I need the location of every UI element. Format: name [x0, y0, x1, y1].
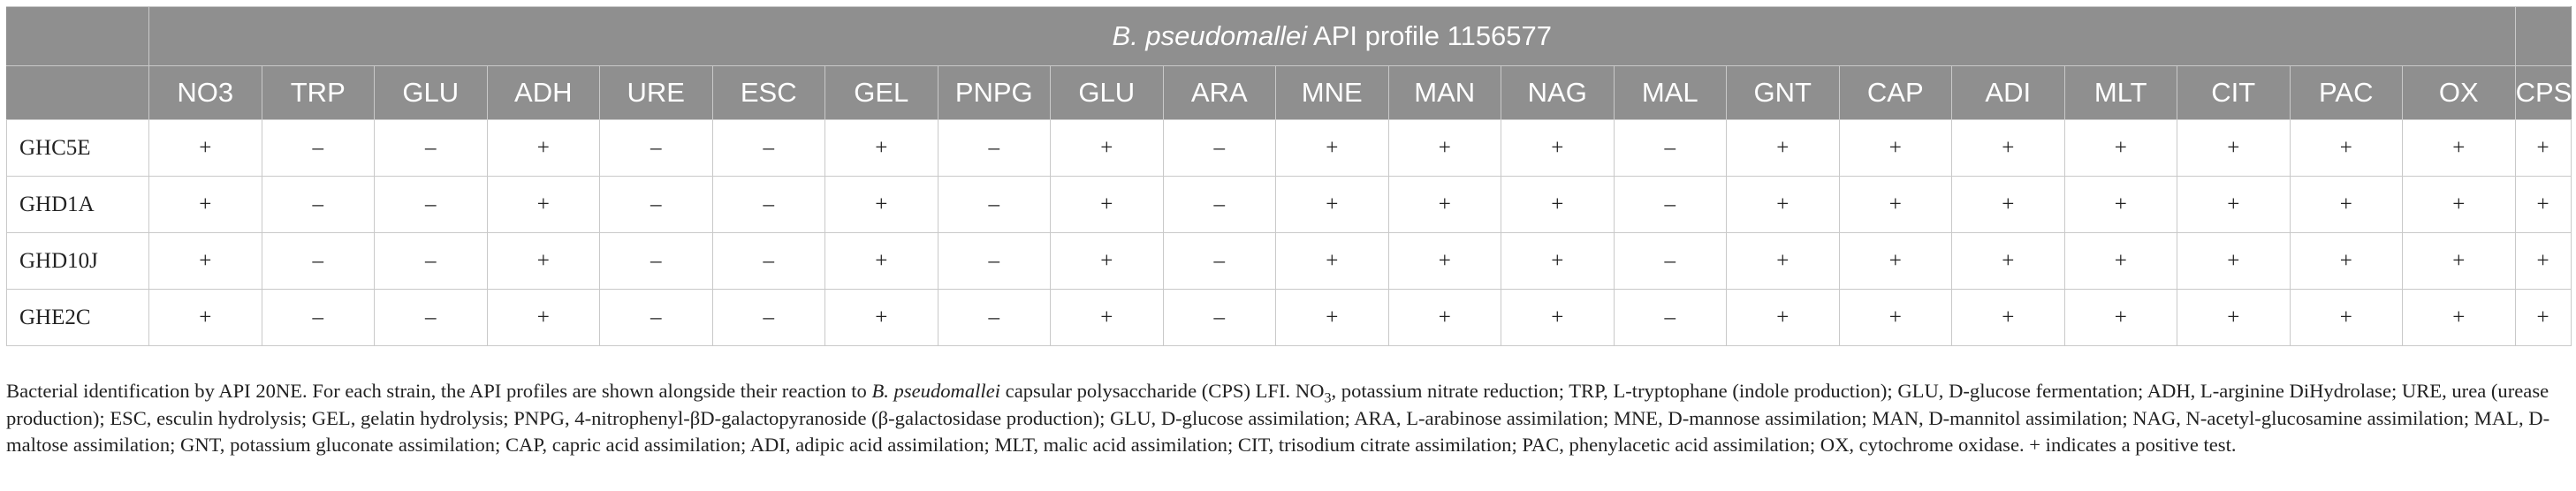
- column-header-trp-1: TRP: [262, 66, 375, 120]
- column-header-pac-19: PAC: [2290, 66, 2403, 120]
- table-title-row: [7, 7, 2572, 66]
- title-species: B. pseudomallei: [1112, 20, 1308, 51]
- column-header-adi-16: ADI: [1952, 66, 2065, 120]
- result-cell: –: [712, 177, 825, 233]
- result-cell: –: [375, 177, 488, 233]
- column-header-ara-9: ARA: [1163, 66, 1276, 120]
- result-cell: +: [1501, 233, 1615, 290]
- result-cell: +: [2177, 177, 2291, 233]
- caption-part1: Bacterial identification by API 20NE. For each strain, the API profiles are shown alongside their reaction to: [6, 380, 872, 402]
- column-header-gnt-14: GNT: [1727, 66, 1840, 120]
- result-cell: +: [1276, 233, 1389, 290]
- result-cell: +: [2403, 120, 2516, 177]
- result-cell: –: [262, 233, 375, 290]
- column-header-gel-6: GEL: [825, 66, 938, 120]
- result-cell: –: [712, 120, 825, 177]
- result-cell: –: [600, 120, 713, 177]
- result-cell: +: [2403, 233, 2516, 290]
- cps-result-cell: +: [2515, 120, 2571, 177]
- result-cell: +: [2290, 120, 2403, 177]
- result-cell: –: [712, 233, 825, 290]
- result-cell: +: [1501, 177, 1615, 233]
- result-cell: +: [149, 233, 262, 290]
- column-header-ox-20: OX: [2403, 66, 2516, 120]
- result-cell: +: [1727, 233, 1840, 290]
- result-cell: +: [1952, 177, 2065, 233]
- result-cell: +: [1839, 120, 1952, 177]
- result-cell: +: [1839, 233, 1952, 290]
- result-cell: –: [600, 233, 713, 290]
- result-cell: +: [1501, 120, 1615, 177]
- column-header-adh-3: ADH: [487, 66, 600, 120]
- result-cell: +: [825, 290, 938, 346]
- result-cell: –: [1614, 233, 1727, 290]
- result-cell: –: [262, 177, 375, 233]
- result-cell: –: [262, 120, 375, 177]
- result-cell: +: [149, 290, 262, 346]
- result-cell: +: [825, 120, 938, 177]
- result-cell: +: [1388, 177, 1501, 233]
- result-cell: +: [149, 120, 262, 177]
- result-cell: +: [825, 233, 938, 290]
- table-caption: [6, 378, 2570, 459]
- result-cell: –: [938, 120, 1051, 177]
- table-title: [149, 7, 2516, 66]
- column-header-pnpg-7: PNPG: [938, 66, 1051, 120]
- result-cell: +: [487, 177, 600, 233]
- column-header-cap-15: CAP: [1839, 66, 1952, 120]
- result-cell: –: [1614, 177, 1727, 233]
- result-cell: +: [825, 177, 938, 233]
- blank-header-cell-right: [2515, 7, 2571, 66]
- result-cell: +: [2064, 233, 2177, 290]
- column-header-nag-12: NAG: [1501, 66, 1615, 120]
- result-cell: +: [1276, 290, 1389, 346]
- result-cell: –: [600, 177, 713, 233]
- result-cell: +: [1727, 177, 1840, 233]
- result-cell: +: [487, 290, 600, 346]
- result-cell: –: [375, 120, 488, 177]
- column-header-glu-2: GLU: [375, 66, 488, 120]
- column-header-no3-0: NO3: [149, 66, 262, 120]
- table-row: [7, 120, 2572, 177]
- result-cell: –: [1163, 290, 1276, 346]
- column-header-ure-4: URE: [600, 66, 713, 120]
- result-cell: –: [1163, 233, 1276, 290]
- column-header-cps: CPS: [2515, 66, 2571, 120]
- caption-species: B. pseudomallei: [871, 380, 1001, 402]
- result-cell: –: [712, 290, 825, 346]
- api-profile-table-container: [6, 6, 2570, 346]
- blank-header-cell: [7, 7, 149, 66]
- result-cell: +: [2403, 290, 2516, 346]
- result-cell: +: [1501, 290, 1615, 346]
- title-rest: API profile 1156577: [1307, 20, 1553, 51]
- result-cell: +: [1952, 290, 2065, 346]
- cps-result-cell: +: [2515, 233, 2571, 290]
- result-cell: +: [1276, 177, 1389, 233]
- caption-part2: capsular polysaccharide (CPS) LFI. NO: [1000, 380, 1325, 402]
- result-cell: +: [487, 120, 600, 177]
- caption-subscript: 3: [1324, 390, 1332, 406]
- result-cell: –: [1614, 290, 1727, 346]
- result-cell: +: [1839, 290, 1952, 346]
- result-cell: +: [1388, 120, 1501, 177]
- caption-part3: , potassium nitrate reduction; TRP, L-tryptophane (indole production); GLU, D-glucose fermentation; ADH, L-arginine DiHydrolase; URE, urea (urease production); ESC, esculin hydrolysis; GEL, gelatin hydrolysis; PNPG, 4-nitrophenyl-βD-galactopyranoside (β-galactosidase production); GLU, D-glucose assimilation; ARA, L-arabinose assimilation; MNE, D-mannose assimilation; MAN, D-mannitol assimilation; NAG, N-acetyl-glucosamine assimilation; MAL, D-maltose assimilation; GNT, potassium gluconate assimilation; CAP, capric acid assimilation; ADI, adipic acid assimilation; MLT, malic acid assimilation; CIT, trisodium citrate assimilation; PAC, phenylacetic acid assimilation; OX, cytochrome oxidase. + indicates a positive test.: [6, 380, 2550, 456]
- result-cell: –: [938, 233, 1051, 290]
- result-cell: +: [2064, 120, 2177, 177]
- table-body: [7, 120, 2572, 346]
- result-cell: –: [262, 290, 375, 346]
- result-cell: +: [1727, 290, 1840, 346]
- strain-cell: GHD1A: [7, 177, 149, 233]
- result-cell: –: [1163, 120, 1276, 177]
- table-row: [7, 233, 2572, 290]
- result-cell: +: [1051, 233, 1164, 290]
- result-cell: –: [375, 233, 488, 290]
- column-header-man-11: MAN: [1388, 66, 1501, 120]
- column-header-mne-10: MNE: [1276, 66, 1389, 120]
- api-profile-table: [6, 6, 2572, 346]
- result-cell: +: [2177, 290, 2291, 346]
- result-cell: +: [1388, 233, 1501, 290]
- result-cell: +: [2177, 233, 2291, 290]
- column-header-cit-18: CIT: [2177, 66, 2291, 120]
- result-cell: +: [1952, 120, 2065, 177]
- column-header-mal-13: MAL: [1614, 66, 1727, 120]
- strain-cell: GHE2C: [7, 290, 149, 346]
- result-cell: –: [1163, 177, 1276, 233]
- column-header-mlt-17: MLT: [2064, 66, 2177, 120]
- result-cell: +: [1839, 177, 1952, 233]
- result-cell: +: [1051, 120, 1164, 177]
- result-cell: +: [487, 233, 600, 290]
- table-row: [7, 177, 2572, 233]
- result-cell: +: [2290, 290, 2403, 346]
- column-header-glu-8: GLU: [1051, 66, 1164, 120]
- column-header-esc-5: ESC: [712, 66, 825, 120]
- result-cell: –: [938, 177, 1051, 233]
- result-cell: +: [1952, 233, 2065, 290]
- result-cell: –: [600, 290, 713, 346]
- result-cell: –: [1614, 120, 1727, 177]
- result-cell: +: [1276, 120, 1389, 177]
- result-cell: +: [149, 177, 262, 233]
- table-row: [7, 290, 2572, 346]
- cps-result-cell: +: [2515, 290, 2571, 346]
- result-cell: –: [375, 290, 488, 346]
- result-cell: –: [938, 290, 1051, 346]
- result-cell: +: [1051, 290, 1164, 346]
- result-cell: +: [2290, 177, 2403, 233]
- column-header-strain: [7, 66, 149, 120]
- result-cell: +: [1051, 177, 1164, 233]
- result-cell: +: [2290, 233, 2403, 290]
- cps-result-cell: +: [2515, 177, 2571, 233]
- result-cell: +: [2177, 120, 2291, 177]
- result-cell: +: [2403, 177, 2516, 233]
- strain-cell: GHC5E: [7, 120, 149, 177]
- result-cell: +: [1388, 290, 1501, 346]
- strain-cell: GHD10J: [7, 233, 149, 290]
- result-cell: +: [1727, 120, 1840, 177]
- result-cell: +: [2064, 177, 2177, 233]
- result-cell: +: [2064, 290, 2177, 346]
- column-header-row: [7, 66, 2572, 120]
